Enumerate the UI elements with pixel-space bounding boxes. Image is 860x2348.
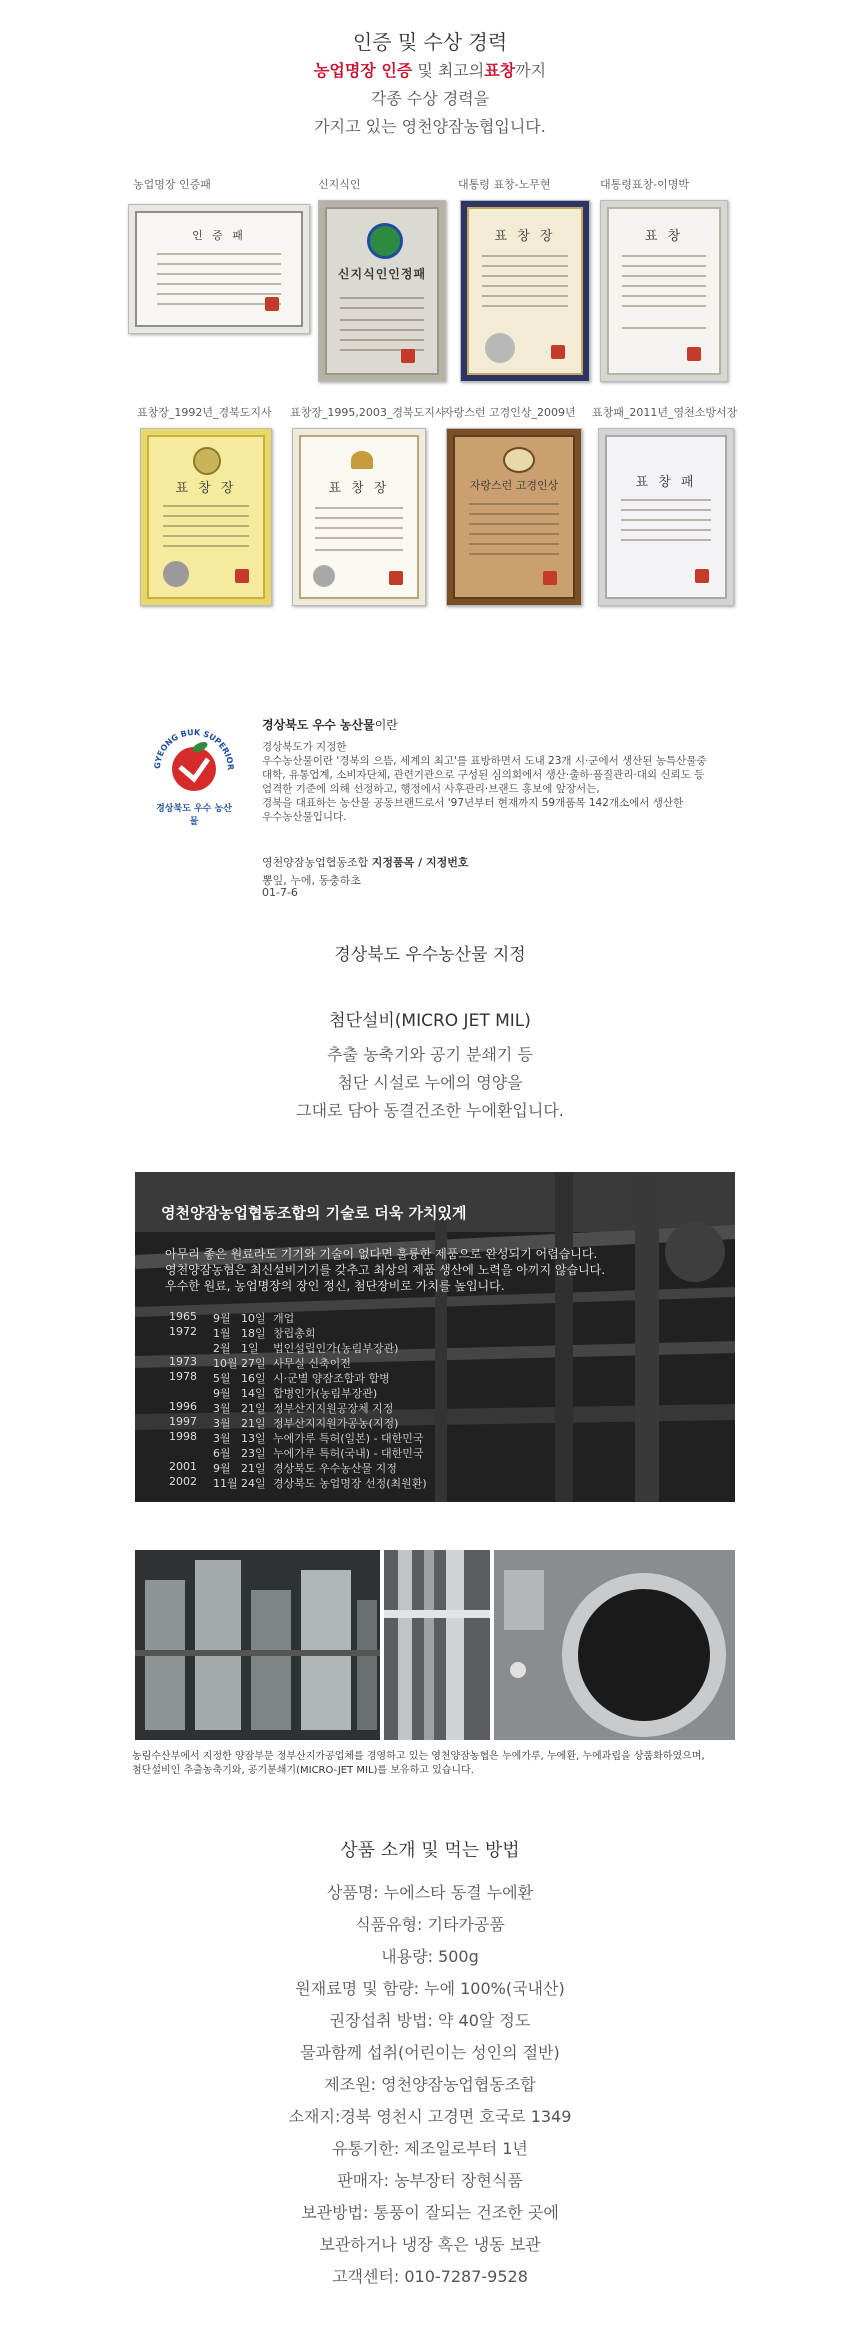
timeline-month: 3월: [213, 1432, 231, 1445]
product-info-line: 권장섭취 방법: 약 40알 정도: [329, 2011, 531, 2030]
product-info-line: 소재지:경북 영천시 고경면 호국로 1349: [288, 2107, 572, 2126]
timeline-day: 16일: [241, 1372, 266, 1385]
timeline-year: 1996: [169, 1400, 197, 1413]
product-title: 상품 소개 및 먹는 방법: [340, 1840, 520, 1861]
timeline-month: 5월: [213, 1372, 231, 1385]
certificate-image: 표 창 장: [460, 200, 590, 382]
superior-description: 경상북도가 지정한 우수농산물이란 '경북의 으뜸, 세계의 최고'를 표방하면서 도내 23개 시·군에서 생산된 농특산물중 대학, 유통업계, 소비자단체, 관련기관으로 구성된 심의회에서 생산·출하·품질관리·대외 신뢰도 등 엄격한 기준에 의해 선정하고, 행정에서 사후관리·브랜드 홍보에 앞장서는, 경북을 대표하는 농산물 공동브랜드로서 '97년부터 현재까지 59개품목 142개소에서 생산한 우수농산물입니다.: [262, 741, 707, 823]
timeline-day: 1일: [241, 1342, 259, 1355]
superior-items: 뽕잎, 누에, 동충하초: [262, 874, 361, 887]
certificate-image: 표 창: [600, 200, 728, 382]
cert-caption: 표창패_2011년_영천소방서장: [592, 406, 738, 419]
product-info-line: 보관하거나 냉장 혹은 냉동 보관: [319, 2235, 541, 2254]
timeline-year: 1997: [169, 1415, 197, 1428]
cert-caption: 표창장_1995,2003_경북도지사: [290, 406, 446, 419]
timeline-text: 정부산지지원가공농(지정): [273, 1417, 399, 1430]
timeline-day: 14일: [241, 1387, 266, 1400]
photo-caption: 농림수산부에서 지정한 양잠부문 정부산지가공업체를 경영하고 있는 영천양잠농협은 누에가루, 누에환, 누에과립을 상품화하였으며, 첨단설비인 추출농축기와, 공기분쇄기(MICRO-JET MIL)를 보유하고 있습니다.: [132, 1751, 705, 1776]
timeline-year: 1972: [169, 1325, 197, 1338]
timeline-year: 2002: [169, 1475, 197, 1488]
factory-photo-pipes: [384, 1550, 490, 1740]
logo-bottom-text: 경상북도 우수 농산물: [156, 804, 232, 827]
timeline-year: 1998: [169, 1430, 197, 1443]
timeline-text: 경상북도 우수농산물 지정: [273, 1462, 397, 1475]
timeline-text: 법인설립인가(농림부장관): [273, 1342, 399, 1355]
timeline-month: 1월: [213, 1327, 231, 1340]
timeline-year: 1978: [169, 1370, 197, 1383]
timeline-text: 경상북도 농업명장 선정(최원환): [273, 1477, 427, 1490]
timeline-text: 정부산지지원공장체 지정: [273, 1402, 394, 1415]
facility-line-2: 첨단 시설로 누에의 영양을: [337, 1073, 523, 1092]
timeline-text: 누에가루 특허(국내) - 대한민국: [273, 1447, 424, 1460]
awards-line-3: 각종 수상 경력을: [370, 89, 490, 108]
timeline-month: 9월: [213, 1387, 231, 1400]
cert-caption: 신지식인: [318, 178, 361, 191]
timeline-month: 3월: [213, 1417, 231, 1430]
certificate-image: 신지식인인정패: [318, 200, 446, 382]
cert-caption: 농업명장 인증패: [133, 178, 211, 191]
facility-title: 첨단설비(MICRO JET MIL): [329, 1011, 531, 1031]
timeline-month: 3월: [213, 1402, 231, 1415]
factory-photo-tanks: [135, 1550, 380, 1740]
timeline-year: 1973: [169, 1355, 197, 1368]
timeline-year: 1965: [169, 1310, 197, 1323]
timeline-day: 13일: [241, 1432, 266, 1445]
product-info-line: 유통기한: 제조일로부터 1년: [332, 2139, 528, 2158]
timeline-day: 18일: [241, 1327, 266, 1340]
timeline-text: 개업: [273, 1312, 295, 1325]
superior-section-title: 경상북도 우수농산물 지정: [334, 945, 526, 965]
superior-produce-logo: [148, 715, 240, 827]
awards-title: 인증 및 수상 경력: [352, 30, 508, 54]
timeline-text: 사무실 신축이전: [273, 1357, 351, 1370]
timeline-text: 창립총회: [273, 1327, 316, 1340]
timeline-month: 9월: [213, 1312, 231, 1325]
factory-photo-drum: [494, 1550, 735, 1740]
timeline-month: 10월: [213, 1357, 238, 1370]
awards-highlight-1: 농업명장 인증: [313, 61, 413, 80]
product-info-line: 판매자: 농부장터 장현식품: [337, 2171, 523, 2190]
timeline-day: 21일: [241, 1402, 266, 1415]
awards-line-4: 가지고 있는 영천양잠농협입니다.: [314, 117, 546, 136]
cert-caption: 자랑스런 고경인상_2009년: [443, 406, 576, 419]
timeline-month: 9월: [213, 1462, 231, 1475]
product-info-line: 제조원: 영천양잠농업협동조합: [324, 2075, 536, 2094]
facility-line-3: 그대로 담아 동결건조한 누에환입니다.: [296, 1101, 564, 1120]
timeline-month: 11월: [213, 1477, 238, 1490]
product-info-line: 상품명: 누에스타 동결 누에환: [326, 1883, 534, 1902]
awards-subtitle-mid: 및 최고의: [412, 61, 485, 80]
product-info-line: 내용량: 500g: [381, 1947, 479, 1966]
timeline-day: 23일: [241, 1447, 266, 1460]
logo-ring-text: GYEONG BUK SUPERIOR: [152, 727, 236, 771]
timeline-day: 21일: [241, 1417, 266, 1430]
timeline-text: 합병인가(농림부장관): [273, 1387, 378, 1400]
timeline-year: 2001: [169, 1460, 197, 1473]
certificate-image: 표 창 패: [598, 428, 734, 606]
timeline-text: 시·군별 양잠조합과 합병: [273, 1372, 390, 1385]
timeline-day: 24일: [241, 1477, 266, 1490]
certificate-image: 표 창 장: [140, 428, 272, 606]
certificate-image: 표 창 장: [292, 428, 426, 606]
certificate-image: 인 증 패: [128, 204, 310, 334]
timeline-month: 2월: [213, 1342, 231, 1355]
superior-heading: 경상북도 우수 농산물이란: [262, 718, 398, 732]
cert-caption: 표창장_1992년_경북도지사: [137, 406, 272, 419]
superior-org: 영천양잠농업협동조합 지정품목 / 지정번호: [262, 856, 469, 869]
superior-number: 01-7-6: [262, 886, 298, 899]
product-info-line: 원재료명 및 함량: 누에 100%(국내산): [295, 1979, 565, 1998]
cert-caption: 대통령표창-이명박: [600, 178, 689, 191]
awards-subtitle-end: 까지: [515, 61, 547, 80]
history-panel: [135, 1172, 735, 1502]
timeline-day: 10일: [241, 1312, 266, 1325]
timeline-day: 27일: [241, 1357, 266, 1370]
product-info-line: 고객센터: 010-7287-9528: [332, 2267, 528, 2286]
facility-line-1: 추출 농축기와 공기 분쇄기 등: [327, 1045, 533, 1064]
history-intro: 아무리 좋은 원료라도 기기와 기술이 없다면 훌륭한 제품으로 완성되기 어렵습니다. 영천양잠농협은 최신설비기기를 갖추고 최상의 제품 생산에 노력을 아끼지 않습니다. 우수한 원료, 농업명장의 장인 정신, 첨단장비로 가치를 높입니다.: [165, 1247, 606, 1293]
timeline-text: 누에가루 특허(일본) - 대한민국: [273, 1432, 424, 1445]
awards-highlight-2: 표창: [484, 61, 516, 80]
certificate-image: 자랑스런 고경인상: [446, 428, 582, 606]
product-info-line: 보관방법: 통풍이 잘되는 건조한 곳에: [301, 2203, 559, 2222]
product-info-line: 물과함께 섭취(어린이는 성인의 절반): [300, 2043, 560, 2062]
timeline-month: 6월: [213, 1447, 231, 1460]
timeline-day: 21일: [241, 1462, 266, 1475]
history-heading: 영천양잠농업협동조합의 기술로 더욱 가치있게: [161, 1204, 467, 1222]
awards-subtitle: [0, 58, 860, 81]
cert-caption: 대통령 표창-노무현: [458, 178, 551, 191]
product-info-line: 식품유형: 기타가공품: [355, 1915, 505, 1934]
